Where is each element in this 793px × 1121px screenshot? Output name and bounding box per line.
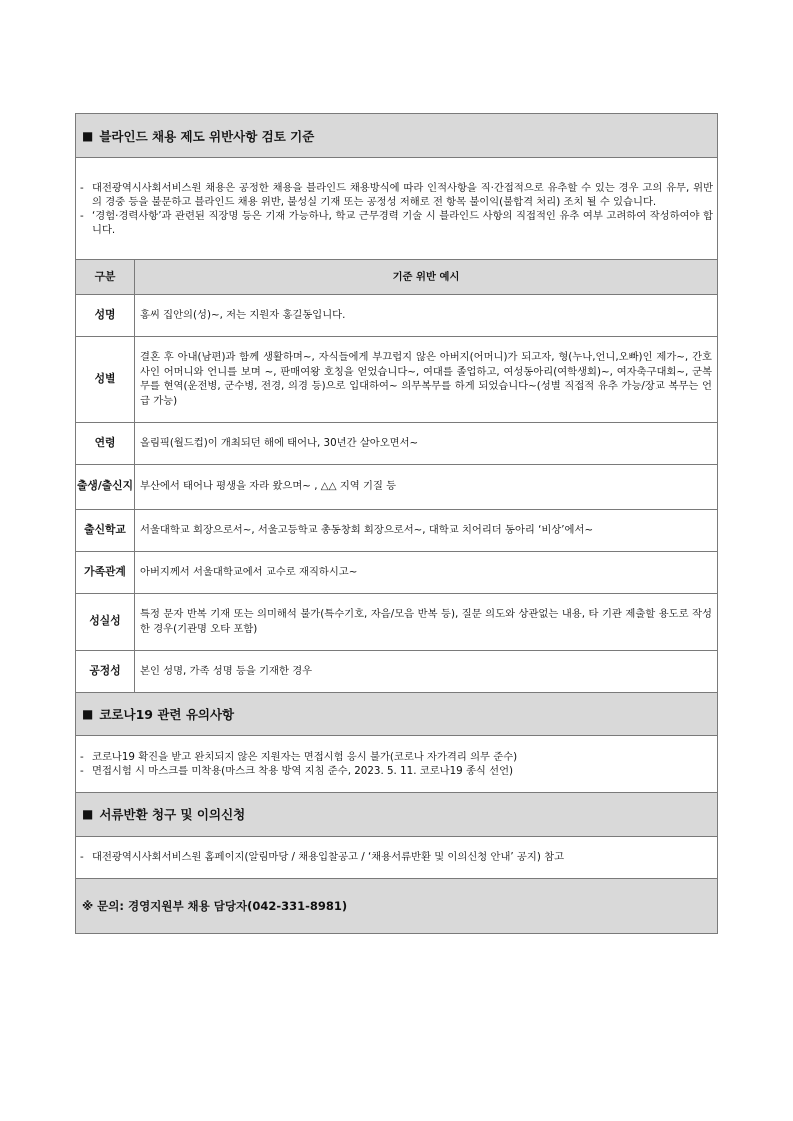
header-category: 구분	[76, 260, 135, 294]
row-example: 서울대학교 회장으로서~, 서울고등학교 총동창회 회장으로서~, 대학교 치어리더 동아리 ‘비상’에서~	[135, 509, 718, 551]
table-row	[76, 336, 717, 422]
return-section-header	[76, 793, 717, 837]
table-row	[76, 422, 717, 464]
return-section-title: 서류반환 청구 및 이의신청	[99, 807, 246, 822]
corona-section-title: 코로나19 관련 유의사항	[99, 706, 235, 722]
dash-marker: -	[80, 851, 84, 863]
table-header-row	[76, 260, 717, 294]
row-example: 올림픽(월드컵)이 개최되던 해에 태어나, 30년간 살아오면서~	[135, 422, 718, 464]
note-text: 대전광역시사회서비스원 채용은 공정한 채용을 블라인드 채용방식에 따라 인적사항을 직·간접적으로 유추할 수 있는 경우 고의 유무, 위반의 경중 등을 불문하고 블라인드 채용 위반, 불성실 기재 또는 공정성 저해로 전 항목 불이익(불합격 처리) 조치 될 수 있습니다.	[92, 181, 713, 208]
row-example: 특정 문자 반복 기재 또는 의미해석 불가(특수기호, 자음/모음 반복 등), 질문 의도와 상관없는 내용, 타 기관 제출할 용도로 작성한 경우(기관명 오타 포함)	[135, 593, 718, 650]
note-text: 코로나19 확진을 받고 완치되지 않은 지원자는 면접시험 응시 불가(코로나 자가격리 의무 준수)	[92, 750, 518, 763]
square-bullet-icon: ■	[82, 706, 94, 721]
dash-marker: -	[80, 764, 84, 777]
row-category: 공정성	[76, 650, 135, 692]
note-item	[80, 764, 713, 778]
note-text: ‘경험·경력사항’과 관련된 직장명 등은 기재 가능하나, 학교 근무경력 기술 시 블라인드 사항의 직접적인 유추 여부 고려하여 작성하여야 합니다.	[92, 209, 713, 236]
note-item	[80, 750, 713, 764]
row-example: 결혼 후 아내(남편)과 함께 생활하며~, 자식들에게 부끄럽지 않은 아버지(어머니)가 되고자, 형(누나,언니,오빠)인 제가~, 간호사인 어머니와 언니를 보며 ~, 판매여왕 호칭을 얻었습니다~, 여대를 졸업하고, 여성동아리(여학생회)~, 여자축구대회~, 군복무를 현역(운전병, 군수병, 전경, 의경 등)으로 입대하여~ 의무복무를 하게 되었습니다~(성별 직접적 유추 가능/장교 복무는 언급 가능)	[135, 336, 718, 422]
square-bullet-icon: ■	[82, 128, 94, 143]
return-notes	[76, 837, 717, 879]
table-row	[76, 551, 717, 593]
contact-footer	[76, 879, 717, 933]
corona-section-header	[76, 693, 717, 736]
note-text: 면접시험 시 마스크를 미착용(마스크 착용 방역 지침 준수, 2023. 5. 11. 코로나19 종식 선언)	[92, 764, 514, 777]
table-row	[76, 593, 717, 650]
row-category: 가족관계	[76, 551, 135, 593]
row-example: 본인 성명, 가족 성명 등을 기재한 경우	[135, 650, 718, 692]
table-row	[76, 464, 717, 509]
contact-text: ※ 문의: 경영지원부 채용 담당자(042-331-8981)	[82, 898, 348, 913]
table-row	[76, 294, 717, 336]
document-frame	[75, 113, 718, 934]
note-item	[80, 181, 713, 209]
table-row	[76, 650, 717, 692]
dash-marker: -	[80, 750, 84, 763]
row-category: 성명	[76, 294, 135, 336]
row-category: 성실성	[76, 593, 135, 650]
note-item	[80, 209, 713, 237]
violation-table	[76, 260, 717, 693]
row-example: 홍씨 집안의(성)~, 저는 지원자 홍길동입니다.	[135, 294, 718, 336]
blind-section-header	[76, 114, 717, 158]
row-example: 부산에서 태어나 평생을 자라 왔으며~ , △△ 지역 기질 등	[135, 464, 718, 509]
square-bullet-icon: ■	[82, 807, 94, 821]
note-text: 대전광역시사회서비스원 홈페이지(알림마당 / 채용입찰공고 / ‘채용서류반환 및 이의신청 안내’ 공지) 참고	[92, 851, 565, 863]
note-item	[80, 850, 713, 864]
row-example: 아버지께서 서울대학교에서 교수로 재직하시고~	[135, 551, 718, 593]
dash-marker: -	[80, 181, 84, 194]
row-category: 출신학교	[76, 509, 135, 551]
row-category: 연령	[76, 422, 135, 464]
blind-section-title: 블라인드 채용 제도 위반사항 검토 기준	[99, 128, 315, 144]
blind-notes	[76, 158, 717, 260]
corona-notes	[76, 736, 717, 793]
table-row	[76, 509, 717, 551]
dash-marker: -	[80, 209, 84, 222]
header-example: 기준 위반 예시	[135, 260, 718, 294]
row-category: 출생/출신지	[76, 464, 135, 509]
row-category: 성별	[76, 336, 135, 422]
